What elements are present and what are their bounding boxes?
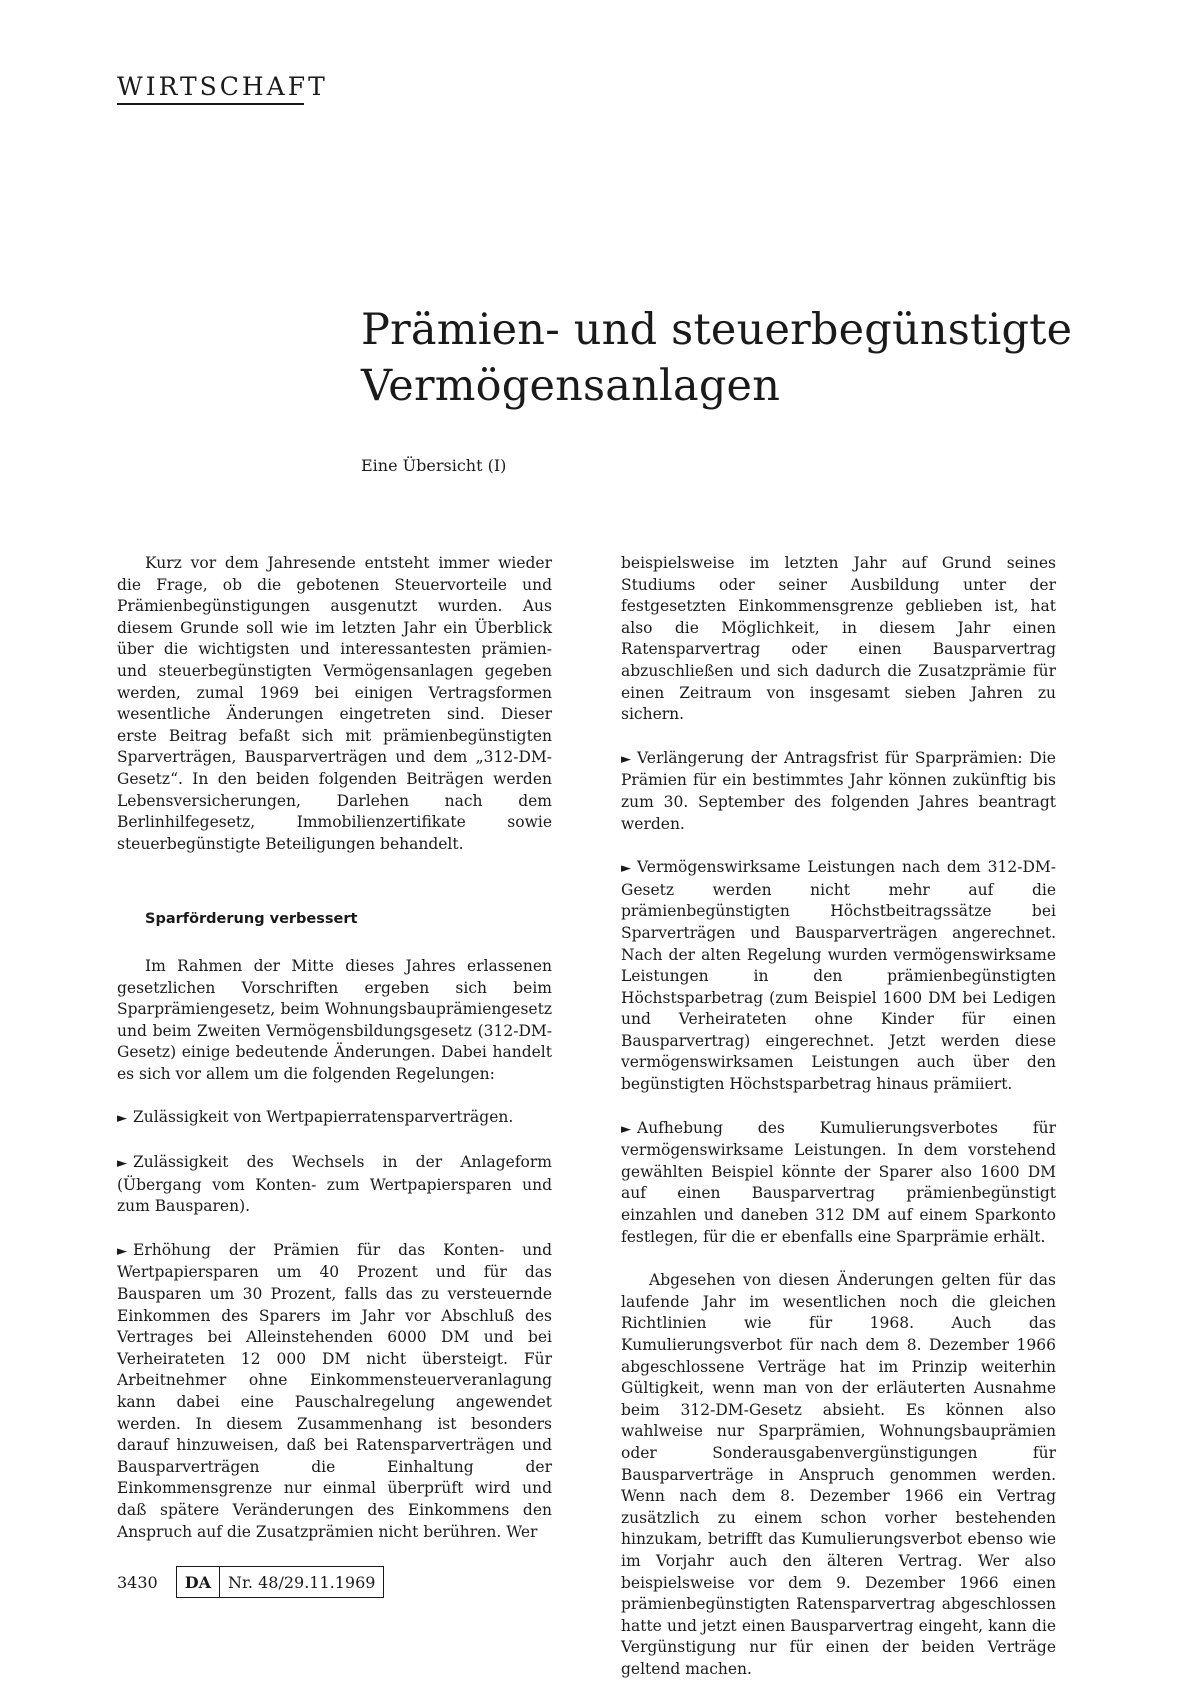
bullet-arrow-icon: ► — [621, 861, 631, 877]
bullet-arrow-icon: ► — [117, 1243, 127, 1259]
issue-box — [176, 1566, 385, 1598]
subheading: Sparförderung verbessert — [145, 911, 358, 928]
closing-paragraph: Abgesehen von diesen Änderungen gelten für das laufende Jahr im wesentlichen noch die gleichen Richtlinien wie für 1968. Auch das Kumulierungsverbot für nach dem 8. Dezember 1966 abgeschlossene Verträge hat im Prinzip weiterhin Gültigkeit, wenn man von der erläuterten Ausnahme beim 312-DM-Gesetz absieht. Es können also wahlweise nur Sparprämien, Wohnungsbauprämien oder Sonderausgabenvergünstigungen für Bausparverträge in Anspruch genommen werden. Wenn nach dem 8. Dezember 1966 ein Vertrag zusätzlich zu einem schon vorher bestehenden hinzukam, betrifft das Kumulierungsverbot ebenso wie im Vorjahr auch den älteren Vertrag. Wer also beispielsweise vor dem 9. Dezember 1966 einen prämienbegünstigten Ratensparvertrag abgeschlossen hatte und jetzt einen Bausparvertrag eingeht, kann die Vergünstigung nur für einen der beiden Verträge geltend machen. — [621, 1271, 1056, 1678]
intro-paragraph: Kurz vor dem Jahresende entsteht immer wieder die Frage, ob die gebotenen Steuervorteile und Prämienbegünstigungen ausgenutzt wurden. Aus diesem Grunde soll wie im letzten Jahr ein Überblick über die wichtigsten und interessantesten prämien- und steuerbegünstigten Vermögensanlagen gegeben werden, zumal 1969 bei einigen Vertragsformen wesentliche Änderungen eingetreten sind. Dieser erste Beitrag befaßt sich mit prämienbegünstigten Sparverträgen, Bausparverträgen und dem „312-DM-Gesetz“. In den beiden folgenden Beiträgen werden Lebensversicherungen, Darlehen nach dem Berlinhilfegesetz, Immobilienzertifikate sowie steuerbegünstigte Beteiligungen behandelt. — [117, 554, 552, 853]
bullet-item — [117, 1240, 552, 1543]
bullet-text: Aufhebung des Kumulierungsverbotes für vermögenswirksame Leistungen. In dem vorstehend gewählten Beispiel könnte der Sparer also 1600 DM auf einen Bausparvertrag prämienbegünstigt einzahlen und daneben 312 DM auf einem Sparkonto festlegen, für die er ebenfalls eine Sparprämie erhält. — [621, 1118, 1056, 1246]
page-number: 3430 — [117, 1572, 158, 1592]
bullet-continuation: beispielsweise im letzten Jahr auf Grund seines Studiums oder seiner Ausbildung unter der festgesetzten Einkommensgrenze geblieben ist, hat also die Möglichkeit, in diesem Jahr einen Ratensparvertrag oder einen Bausparvertrag abzuschließen und sich dadurch die Zusatzprämie für einen Zeitraum von insgesamt sieben Jahren zu sichern. — [621, 554, 1056, 724]
bullet-arrow-icon: ► — [117, 1111, 127, 1127]
bullet-text: Erhöhung der Prämien für das Konten- und Wertpapiersparen um 40 Prozent und für das Bausparen um 30 Prozent, falls das zu versteuernde Einkommen des Sparers im Jahr vor Abschluß des Vertrages bei Alleinstehenden 6000 DM und bei Verheirateten 12 000 DM nicht übersteigt. Für Arbeitnehmer ohne Einkommensteuerveranlagung kann dabei eine Pauschalregelung angewendet werden. In diesem Zusammenhang ist besonders darauf hinzuweisen, daß bei Ratensparverträgen und Bausparverträgen die Einhaltung der Einkommensgrenze nur einmal überprüft wird und daß spätere Veränderungen des Einkommens den Anspruch auf die Zusatzprämien nicht berühren. Wer — [117, 1240, 552, 1541]
bullet-arrow-icon: ► — [117, 1156, 127, 1172]
bullet-arrow-icon: ► — [621, 1121, 631, 1137]
bullet-text: Zulässigkeit des Wechsels in der Anlageform (Übergang vom Konten- zum Wertpapiersparen und zum Bausparen). — [117, 1153, 552, 1216]
bullet-text: Verlängerung der Antragsfrist für Sparprämien: Die Prämien für ein bestimmtes Jahr können zukünftig bis zum 30. September des folgenden Jahres beantragt werden. — [621, 748, 1056, 833]
page-footer — [117, 1566, 384, 1598]
article-title: Prämien- und steuerbegünstigte Vermögensanlagen — [361, 305, 1073, 411]
bullet-arrow-icon: ► — [621, 751, 631, 767]
bullet-item — [621, 857, 1056, 1096]
publication-logo: DA — [177, 1567, 220, 1597]
bullet-item — [621, 1118, 1056, 1249]
section-rule — [117, 103, 304, 105]
bullet-item — [117, 1107, 552, 1130]
issue-info: Nr. 48/29.11.1969 — [228, 1572, 376, 1592]
bullet-text: Vermögenswirksame Leistungen nach dem 312-DM-Gesetz werden nicht mehr auf die prämienbegünstigten Höchstbeitragssätze bei Sparverträgen und Bausparverträgen angerechnet. Nach der alten Regelung wurden vermögenswirksame Leistungen in den prämienbegünstigten Höchstsparbetrag (zum Beispiel 1600 DM bei Ledigen und Verheirateten ohne Kinder für einen Bausparvertrag) eingerechnet. Jetzt werden diese vermögenswirksamen Leistungen auch über den begünstigten Höchstsparbetrag hinaus prämiiert. — [621, 858, 1056, 1094]
bullet-item — [621, 748, 1056, 835]
left-column — [117, 553, 552, 1543]
rules-intro-paragraph: Im Rahmen der Mitte dieses Jahres erlassenen gesetzlichen Vorschriften ergeben sich beim Sparprämiengesetz, beim Wohnungsbauprämiengesetz und beim Zweiten Vermögensbildungsgesetz (312-DM-Gesetz) einige bedeutende Änderungen. Dabei handelt es sich vor allem um die folgenden Regelungen: — [117, 956, 552, 1083]
article-subtitle: Eine Übersicht (I) — [361, 456, 507, 475]
right-column — [621, 553, 1056, 1681]
section-label: WIRTSCHAFT — [117, 72, 328, 101]
bullet-item — [117, 1152, 552, 1218]
bullet-text: Zulässigkeit von Wertpapierratensparverträgen. — [133, 1108, 514, 1127]
